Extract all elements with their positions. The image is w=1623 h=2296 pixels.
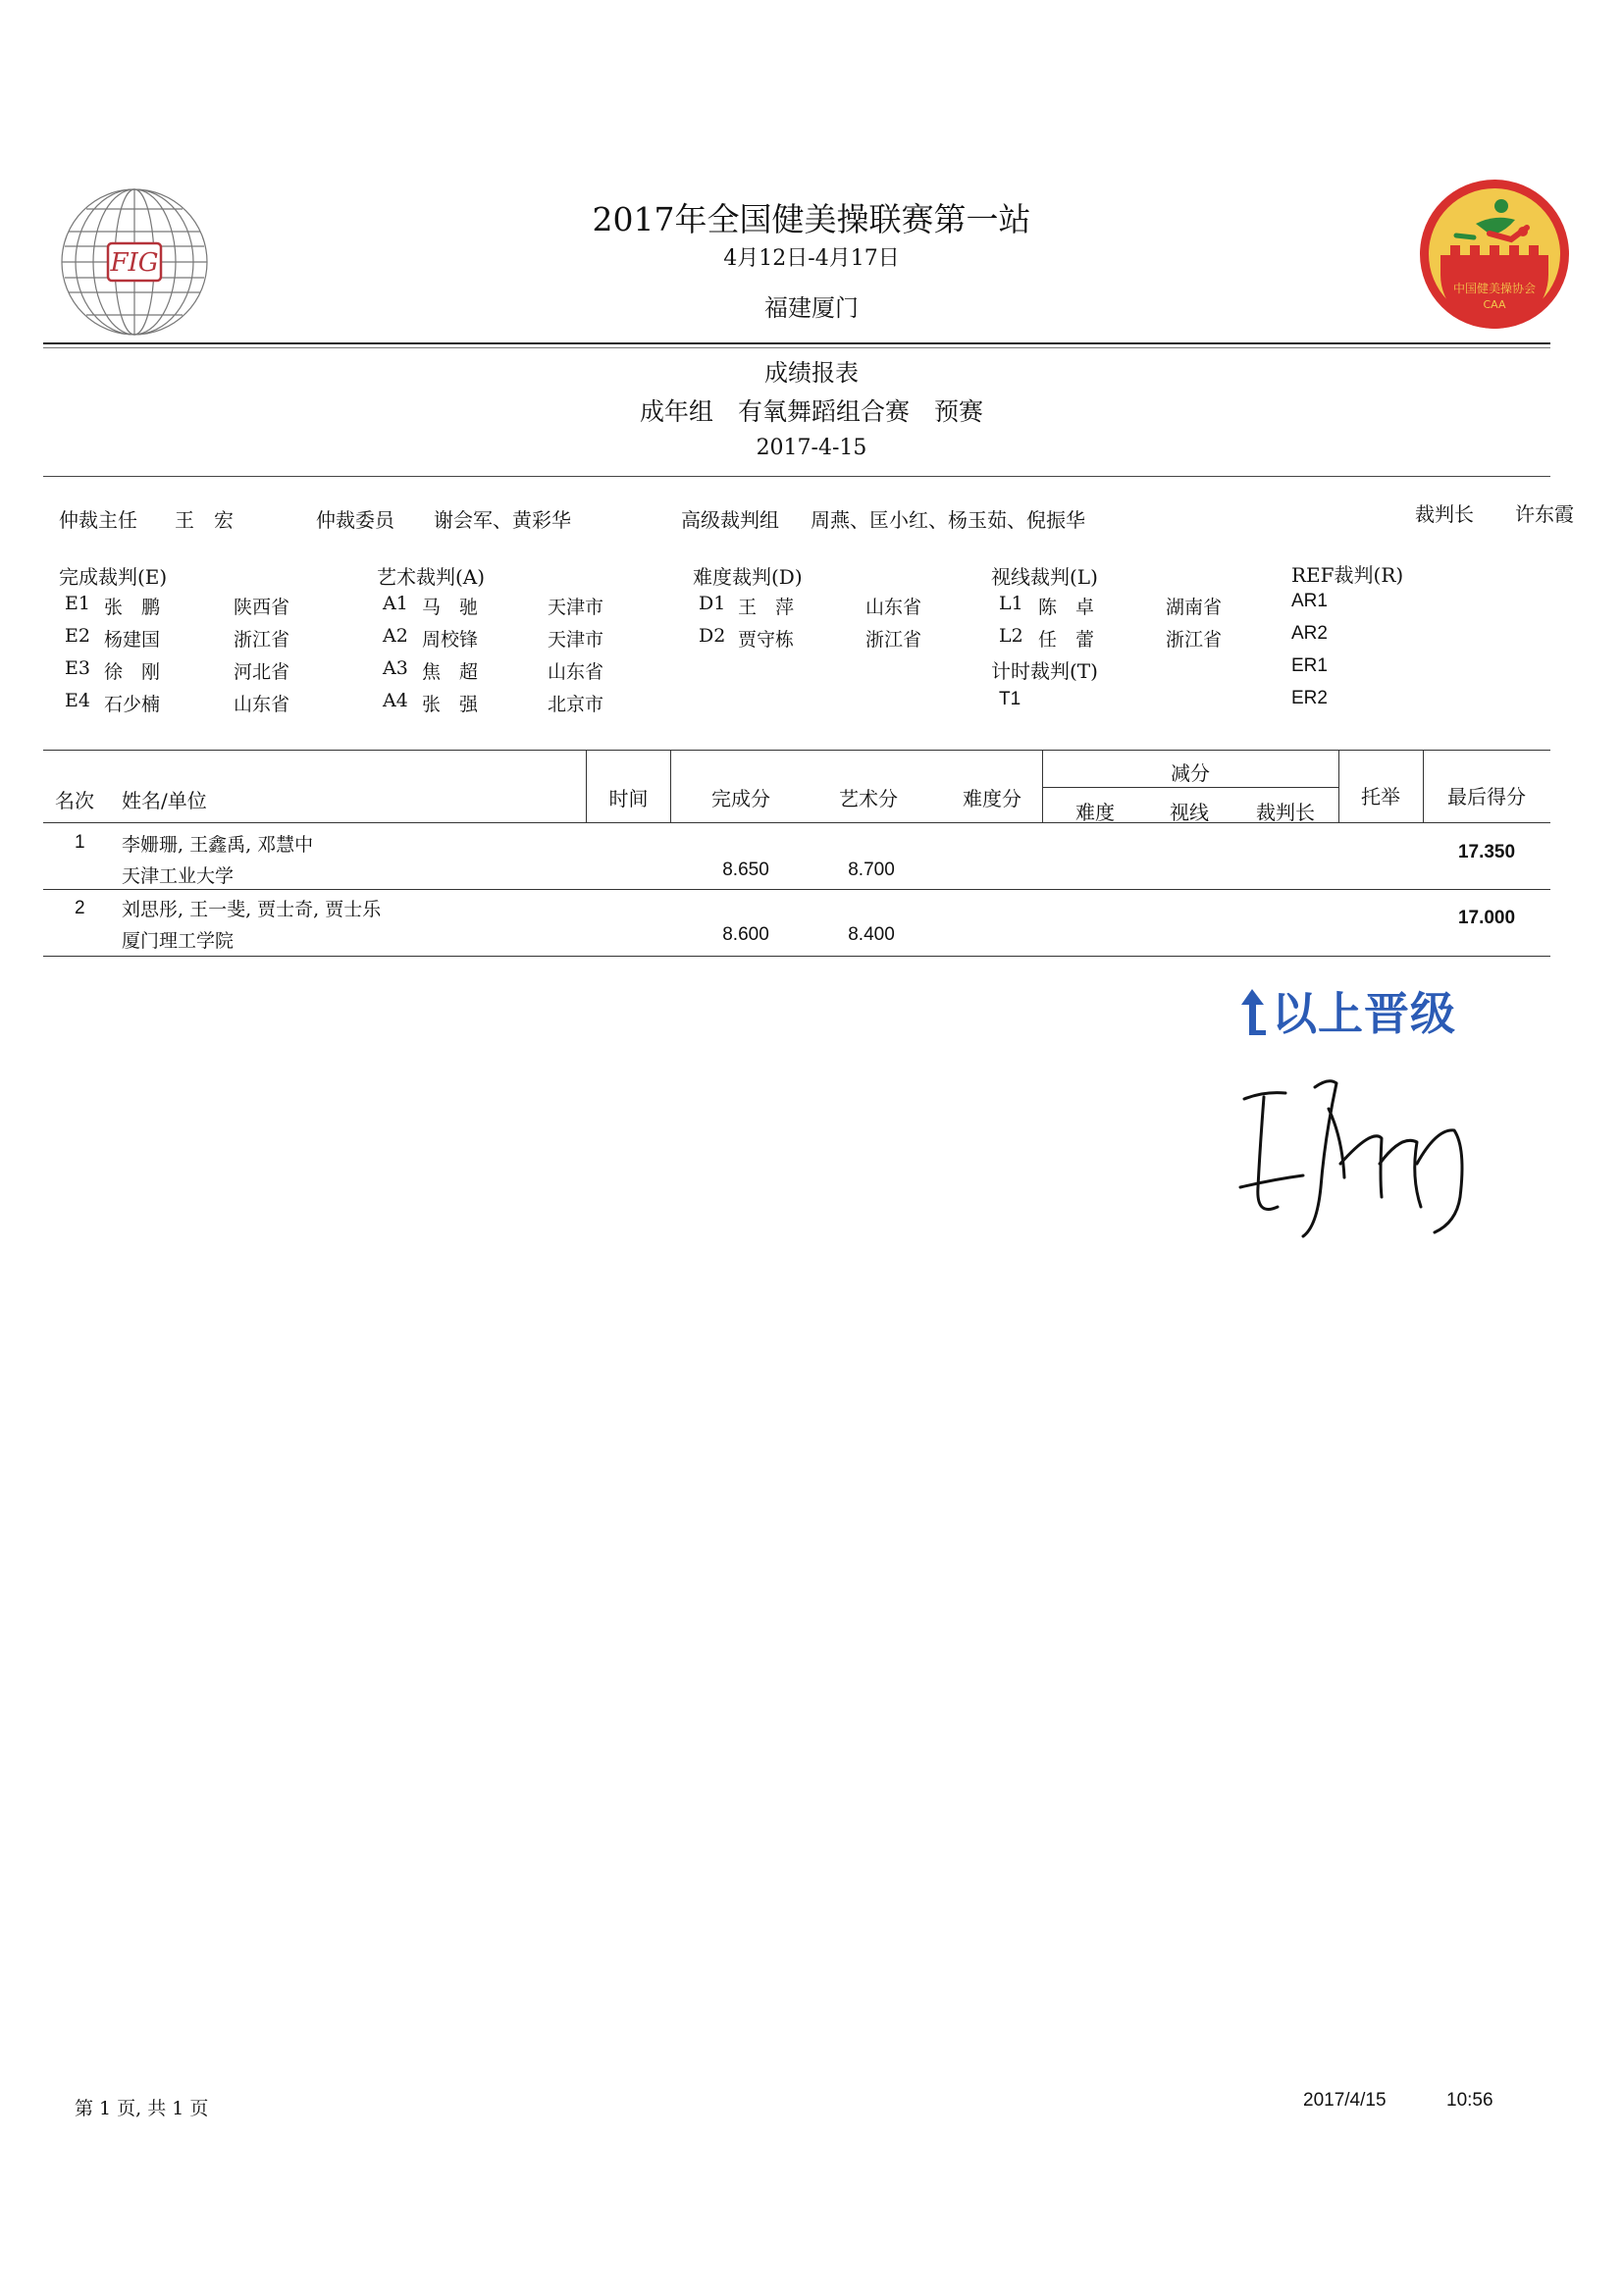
col-header-ded-difficulty: 难度 (1075, 801, 1115, 824)
senior-panel-label: 高级裁判组 (681, 508, 779, 532)
panel-label-line: 视线裁判(L) (991, 565, 1098, 589)
row-artistry: 8.700 (848, 860, 895, 880)
judge-region: 山东省 (234, 694, 290, 715)
event-title: 2017年全国健美操联赛第一站 (592, 200, 1031, 238)
judge-region: 浙江省 (1166, 629, 1223, 651)
judge-code: A1 (383, 593, 408, 614)
row-rule (43, 956, 1550, 957)
caa-emblem-icon (1417, 177, 1572, 332)
judge-code: D2 (699, 625, 726, 647)
judge-name: 张 强 (422, 694, 479, 715)
judge-code: E4 (65, 690, 90, 711)
up-arrow-icon (1238, 985, 1268, 1036)
col-header-time: 时间 (608, 787, 649, 810)
judge-region: 山东省 (865, 597, 922, 618)
report-category: 成年组 有氧舞蹈组合赛 预赛 (639, 397, 983, 426)
judge-name: 贾守栋 (738, 629, 795, 651)
row-rank: 2 (75, 898, 85, 918)
col-header-artistry: 艺术分 (839, 787, 898, 810)
judge-name: 周校锋 (422, 629, 479, 651)
signature (1234, 1070, 1490, 1246)
judge-name: 张 鹏 (104, 597, 161, 618)
col-header-ded-line: 视线 (1170, 801, 1209, 824)
col-header-deductions: 减分 (1171, 761, 1210, 785)
judge-name: 陈 卓 (1038, 597, 1095, 618)
col-header-lift: 托举 (1361, 785, 1400, 809)
judge-region: 湖南省 (1166, 597, 1223, 618)
print-time: 10:56 (1446, 2090, 1493, 2111)
head-judge-label: 裁判长 (1415, 502, 1474, 526)
row-names: 刘思彤, 王一斐, 贾士奇, 贾士乐 (122, 899, 382, 920)
judge-code: AR2 (1291, 623, 1328, 644)
row-names: 李姗珊, 王鑫禹, 邓慧中 (122, 834, 314, 856)
jury-members-label: 仲裁委员 (316, 508, 394, 532)
signature-icon (1234, 1070, 1490, 1246)
row-final: 17.350 (1457, 842, 1516, 862)
header-rule (43, 342, 1550, 344)
judge-code: ER1 (1291, 655, 1328, 676)
judge-code: AR1 (1291, 591, 1328, 611)
senior-panel: 周燕、匡小红、杨玉茹、倪振华 (811, 508, 1085, 532)
row-artistry: 8.400 (848, 924, 895, 945)
judge-name: 焦 超 (422, 661, 479, 683)
judge-code: E1 (65, 593, 90, 614)
judge-name: 石少楠 (104, 694, 161, 715)
table-top-rule (43, 750, 1550, 751)
judge-region: 浙江省 (865, 629, 922, 651)
jury-members: 谢会军、黄彩华 (434, 508, 571, 532)
judge-code: E2 (65, 625, 90, 647)
judge-code: L2 (999, 625, 1023, 647)
caa-logo (1417, 177, 1572, 332)
col-header-execution: 完成分 (711, 787, 770, 810)
col-divider (670, 750, 671, 822)
col-header-rank: 名次 (55, 789, 94, 812)
jury-president-label: 仲裁主任 (59, 508, 137, 532)
report-date: 2017-4-15 (756, 436, 867, 460)
panel-label-artistry: 艺术裁判(A) (377, 565, 486, 589)
judge-name: 马 驰 (422, 597, 479, 618)
judge-region: 浙江省 (234, 629, 290, 651)
judge-code: ER2 (1291, 688, 1328, 708)
judge-code: L1 (999, 593, 1023, 614)
row-execution: 8.650 (722, 860, 769, 880)
advance-stamp (1238, 981, 1456, 1040)
panel-label-execution: 完成裁判(E) (59, 565, 168, 589)
judge-name: 任 蕾 (1038, 629, 1095, 651)
judge-region: 天津市 (548, 629, 604, 651)
panel-label-reference: REF裁判(R) (1291, 563, 1404, 587)
row-rank: 1 (75, 832, 85, 853)
judge-region: 山东省 (548, 661, 604, 683)
jury-president: 王 宏 (175, 508, 234, 532)
print-date: 2017/4/15 (1303, 2090, 1387, 2111)
judge-code: D1 (699, 593, 726, 614)
head-judge: 许东霞 (1515, 502, 1574, 526)
col-header-difficulty: 难度分 (963, 787, 1021, 810)
event-dates: 4月12日-4月17日 (723, 246, 900, 271)
event-location: 福建厦门 (764, 294, 859, 322)
row-execution: 8.600 (722, 924, 769, 945)
row-unit: 厦门理工学院 (122, 930, 235, 952)
header-rule-thin (43, 347, 1550, 348)
row-rule (43, 889, 1550, 890)
judge-region: 陕西省 (234, 597, 290, 618)
judge-region: 天津市 (548, 597, 604, 618)
deductions-divider (1042, 787, 1338, 788)
panel-label-timing: 计时裁判(T) (991, 659, 1098, 683)
judge-code: T1 (999, 689, 1021, 709)
judge-region: 北京市 (548, 694, 604, 715)
judge-code: E3 (65, 657, 90, 679)
col-header-ded-head-judge: 裁判长 (1256, 801, 1315, 824)
advance-text: 以上晋级 (1272, 988, 1456, 1039)
judge-code: A2 (383, 625, 408, 647)
svg-text:中国健美操协会: 中国健美操协会 (1452, 282, 1537, 295)
page-info: 第 1 页, 共 1 页 (75, 2098, 209, 2119)
col-header-name-unit: 姓名/单位 (122, 789, 207, 812)
col-header-final: 最后得分 (1447, 785, 1526, 809)
panel-label-difficulty: 难度裁判(D) (693, 565, 803, 589)
report-title: 成绩报表 (764, 359, 859, 387)
judge-code: A4 (383, 690, 408, 711)
judge-name: 杨建国 (104, 629, 161, 651)
judge-code: A3 (383, 657, 408, 679)
row-unit: 天津工业大学 (122, 865, 235, 887)
report-rule (43, 476, 1550, 477)
row-final: 17.000 (1457, 908, 1516, 928)
judge-name: 徐 刚 (104, 661, 161, 683)
judge-name: 王 萍 (738, 597, 795, 618)
judge-region: 河北省 (234, 661, 290, 683)
svg-text:FIG: FIG (110, 248, 159, 278)
svg-text:CAA: CAA (1483, 298, 1506, 311)
